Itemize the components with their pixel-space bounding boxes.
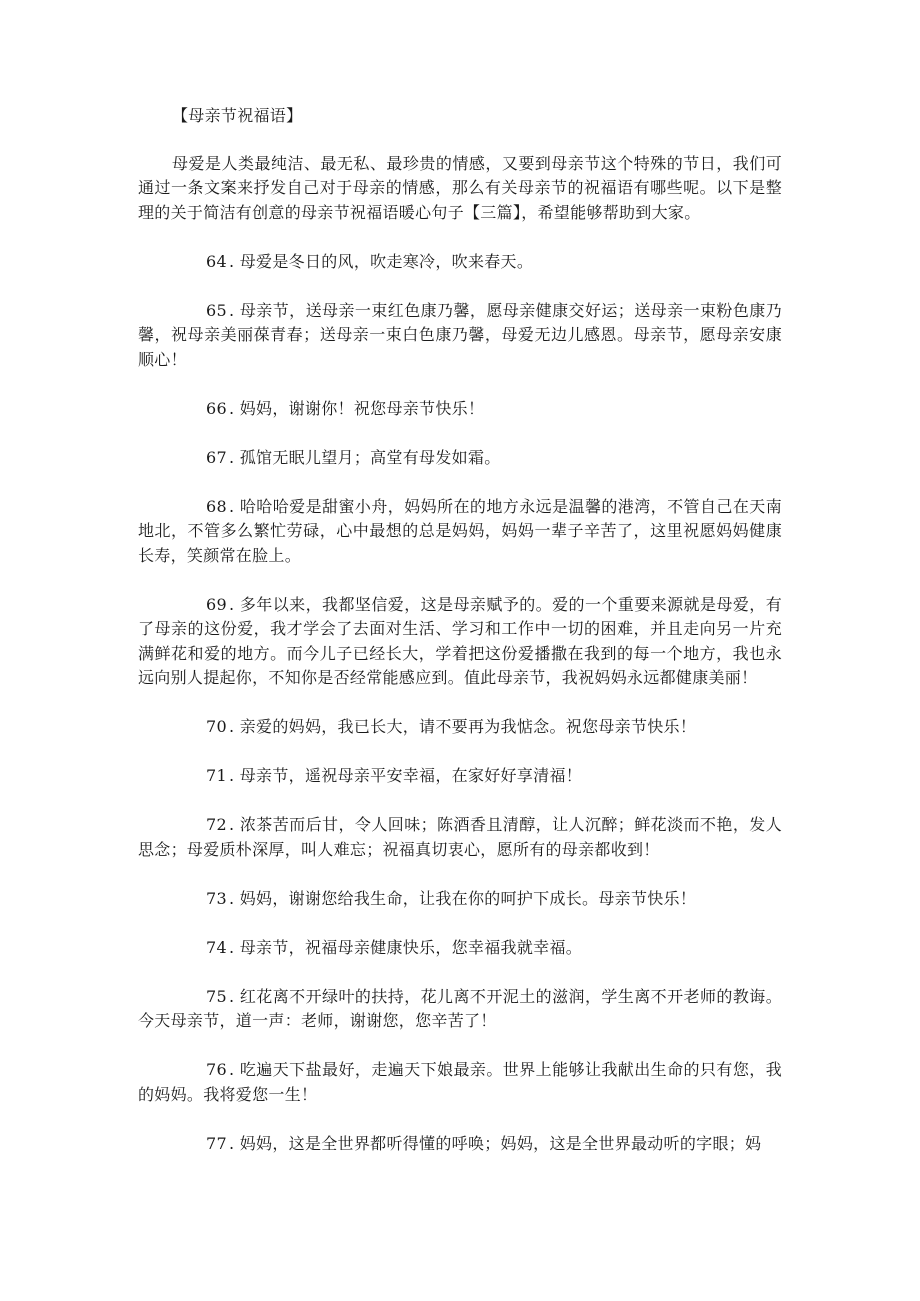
blessing-item — [138, 764, 782, 789]
blessing-text: 红花离不开绿叶的扶持，花儿离不开泥土的滋润，学生离不开老师的教诲。今天母亲节，道一声：老师，谢谢您，您辛苦了！ — [138, 986, 782, 1030]
blessing-item — [138, 936, 782, 961]
blessing-text: 母亲节，祝福母亲健康快乐，您幸福我就幸福。 — [239, 937, 583, 957]
blessing-item — [138, 250, 782, 275]
document-page — [138, 104, 782, 1181]
blessing-number: 66 — [206, 398, 227, 418]
blessing-separator: . — [228, 251, 240, 271]
blessing-item — [138, 495, 782, 569]
blessing-number: 70 — [206, 717, 227, 736]
blessing-separator: . — [228, 815, 240, 834]
blessing-text: 妈妈，谢谢您给我生命，让我在你的呵护下成长。母亲节快乐！ — [239, 888, 697, 908]
blessing-item — [138, 887, 782, 912]
blessing-text: 妈妈，谢谢你！祝您母亲节快乐！ — [239, 398, 485, 418]
blessing-separator: . — [228, 986, 240, 1006]
blessing-text: 母亲节，遥祝母亲平安幸福，在家好好享清福！ — [239, 766, 583, 785]
blessing-separator: . — [228, 766, 240, 785]
blessing-number: 71 — [206, 766, 227, 785]
blessing-item — [138, 299, 782, 373]
blessing-number: 74 — [206, 937, 227, 957]
intro-paragraph: 母爱是人类最纯洁、最无私、最珍贵的情感，又要到母亲节这个特殊的节日，我们可通过一条文案来抒发自己对于母亲的情感，那么有关母亲节的祝福语有哪些呢。以下是整理的关于简洁有创意的母亲节祝福语暖心句子【三篇】，希望能够帮助到大家。 — [138, 153, 782, 222]
blessing-separator: . — [228, 888, 240, 908]
blessing-number: 73 — [206, 888, 227, 908]
blessing-text: 浓茶苦而后甘，令人回味；陈酒香且清醇，让人沉醉；鲜花淡而不艳，发人思念；母爱质朴深厚，叫人难忘；祝福真切衷心，愿所有的母亲都收到！ — [138, 815, 782, 859]
blessing-text: 母爱是冬日的风，吹走寒冷，吹来春天。 — [239, 251, 534, 271]
blessing-number: 67 — [206, 447, 227, 467]
blessing-number: 75 — [206, 986, 227, 1006]
blessing-text: 哈哈哈爱是甜蜜小舟，妈妈所在的地方永远是温馨的港湾，不管自己在天南地北，不管多么繁忙劳碌，心中最想的总是妈妈，妈妈一辈子辛苦了，这里祝愿妈妈健康长寿，笑颜常在脸上。 — [138, 496, 782, 565]
blessing-list — [138, 250, 782, 1157]
blessing-item — [138, 813, 782, 862]
blessing-item — [138, 397, 782, 422]
blessing-number: 65 — [206, 300, 227, 320]
blessing-text: 母亲节，送母亲一束红色康乃馨，愿母亲健康交好运；送母亲一束粉色康乃馨，祝母亲美丽葆青春；送母亲一束白色康乃馨，母爱无边儿感恩。母亲节，愿母亲安康顺心！ — [138, 300, 782, 369]
blessing-item — [138, 446, 782, 471]
blessing-separator: . — [228, 1133, 240, 1153]
blessing-separator: . — [228, 937, 240, 957]
blessing-item — [138, 1058, 782, 1107]
blessing-text: 孤馆无眠儿望月；高堂有母发如霜。 — [239, 447, 501, 467]
blessing-separator: . — [228, 398, 240, 418]
document-title: 【母亲节祝福语】 — [172, 106, 303, 125]
blessing-item — [138, 715, 782, 740]
blessing-number: 76 — [206, 1060, 227, 1079]
blessing-separator: . — [228, 447, 240, 467]
blessing-text: 多年以来，我都坚信爱，这是母亲赋予的。爱的一个重要来源就是母爱，有了母亲的这份爱，我才学会了去面对生活、学习和工作中一切的困难，并且走向另一片充满鲜花和爱的地方。而今儿子已经长大，学着把这份爱播撒在我到的每一个地方，我也永远向别人提起你，不知你是否经常能感应到。值此母亲节，我祝妈妈永远都健康美丽！ — [138, 594, 782, 687]
blessing-number: 72 — [206, 815, 227, 834]
blessing-separator: . — [228, 300, 240, 320]
blessing-separator: . — [228, 496, 240, 516]
blessing-separator: . — [228, 717, 240, 736]
blessing-text: 亲爱的妈妈，我已长大，请不要再为我惦念。祝您母亲节快乐！ — [239, 717, 697, 736]
blessing-number: 69 — [206, 594, 227, 614]
blessing-text: 妈妈，这是全世界都听得懂的呼唤；妈妈，这是全世界最动听的字眼；妈 — [239, 1133, 762, 1153]
blessing-item — [138, 985, 782, 1034]
blessing-separator: . — [228, 594, 240, 614]
blessing-text: 吃遍天下盐最好，走遍天下娘最亲。世界上能够让我献出生命的只有您，我的妈妈。我将爱您一生！ — [138, 1060, 782, 1104]
blessing-number: 77 — [206, 1133, 227, 1153]
blessing-item — [138, 593, 782, 691]
blessing-item — [138, 1132, 782, 1157]
blessing-number: 64 — [206, 251, 227, 271]
blessing-separator: . — [228, 1060, 240, 1079]
blessing-number: 68 — [206, 496, 227, 516]
